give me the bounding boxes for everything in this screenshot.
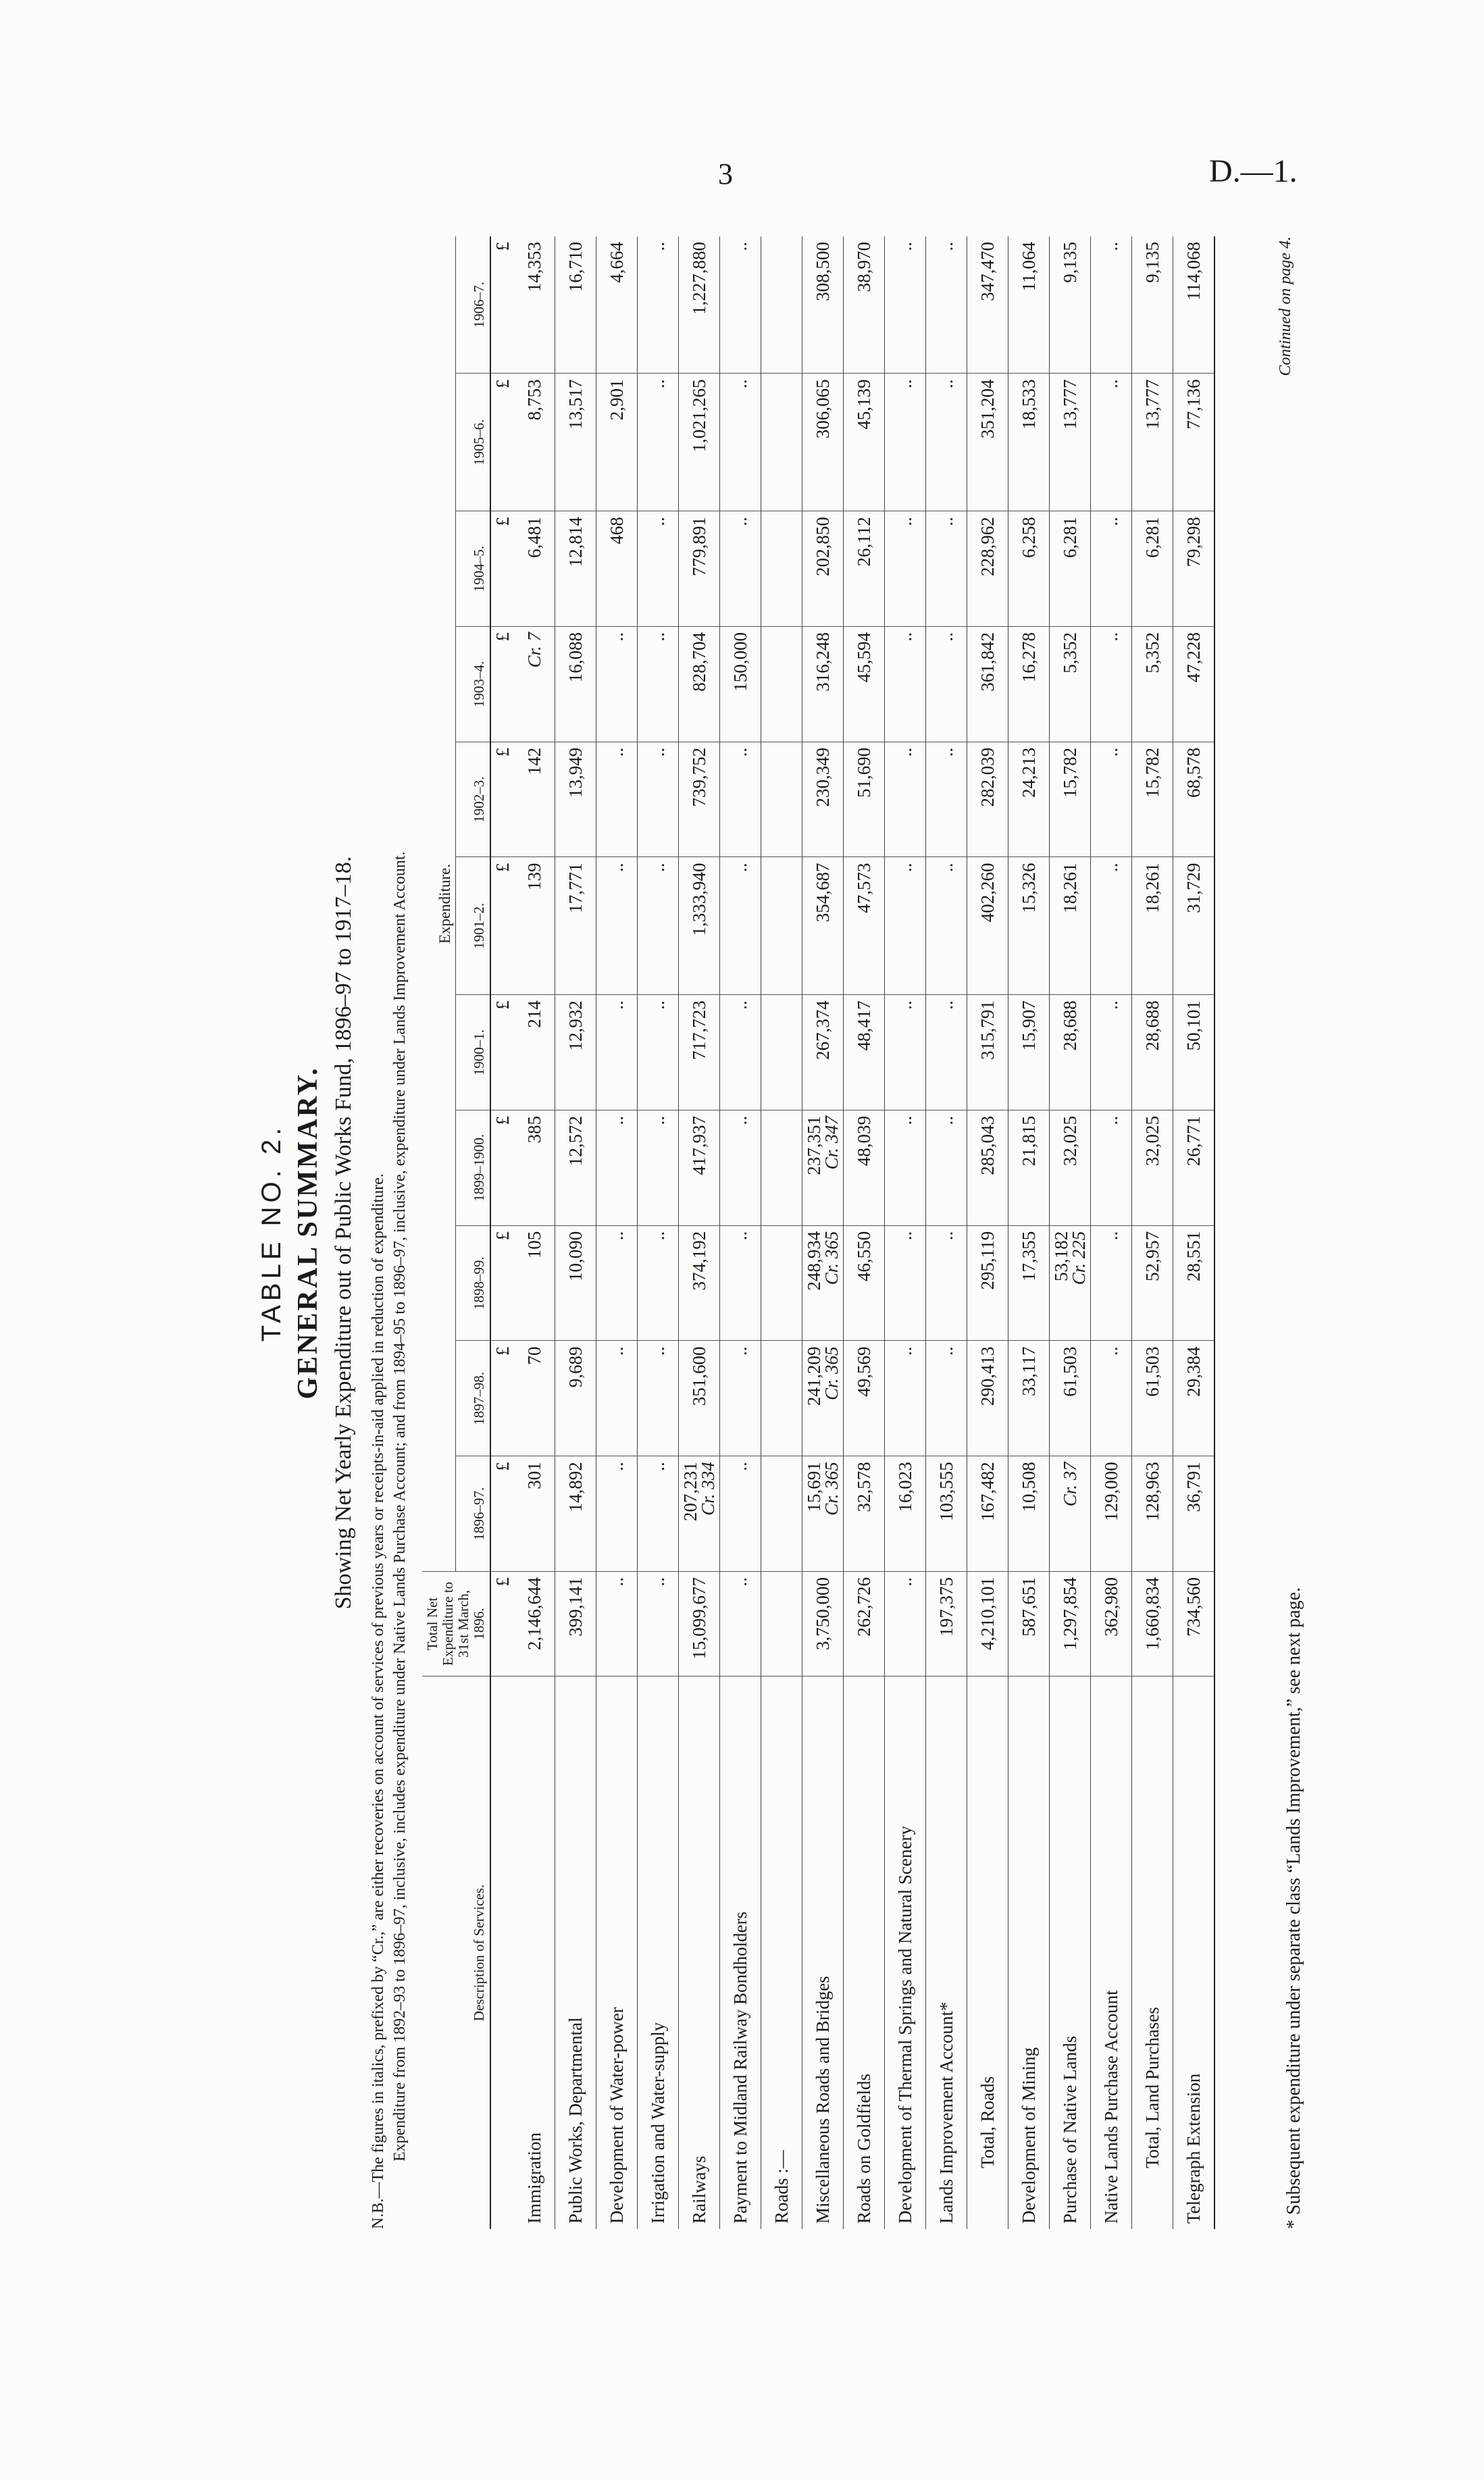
- empty-cell: [761, 374, 802, 511]
- value-cell: ..: [638, 995, 679, 1110]
- table-row: [720, 236, 761, 2229]
- value-cell: 142: [514, 742, 555, 857]
- value-cell: 228,962: [967, 511, 1008, 627]
- value-cell: 32,578: [844, 1456, 885, 1572]
- value-cell: 31,729: [1173, 857, 1215, 995]
- row-total: ..: [885, 1572, 926, 1677]
- value-cell: 12,572: [555, 1110, 596, 1226]
- value-cell: ..: [926, 1225, 967, 1341]
- value-cell: ..: [596, 1225, 638, 1341]
- value-cell: 828,704: [679, 627, 720, 742]
- value-cell: ..: [638, 1341, 679, 1456]
- value-cell: 18,261: [1132, 857, 1173, 995]
- value-cell: ..: [885, 236, 926, 374]
- table-row: [1008, 236, 1050, 2229]
- value-cell: 24,213: [1008, 742, 1050, 857]
- value-cell: 129,000: [1091, 1456, 1132, 1572]
- value-cell: 739,752: [679, 742, 720, 857]
- table-row: [679, 236, 720, 2229]
- empty-cell: [761, 236, 802, 374]
- value-cell: 16,088: [555, 627, 596, 742]
- year-header: 1900–1.: [456, 995, 490, 1110]
- row-total: 587,651: [1008, 1572, 1050, 1677]
- value-cell: 230,349: [802, 742, 844, 857]
- row-total: 262,726: [844, 1572, 885, 1677]
- value-cell: ..: [1091, 857, 1132, 995]
- value-cell: 150,000: [720, 627, 761, 742]
- value-cell: 717,723: [679, 995, 720, 1110]
- value-cell: ..: [638, 511, 679, 627]
- year-header: 1897–98.: [456, 1341, 490, 1456]
- currency-symbol: £: [490, 1572, 514, 1677]
- value-cell: 15,907: [1008, 995, 1050, 1110]
- value-cell: ..: [926, 627, 967, 742]
- row-total: 15,099,677: [679, 1572, 720, 1677]
- value-cell: 9,135: [1050, 236, 1091, 374]
- value-cell: 33,117: [1008, 1341, 1050, 1456]
- value-cell: ..: [596, 742, 638, 857]
- table-row: [1173, 236, 1215, 2229]
- value-cell: ..: [1091, 995, 1132, 1110]
- table-row: [1050, 236, 1091, 2229]
- value-cell: 61,503: [1132, 1341, 1173, 1456]
- table-row: [844, 236, 885, 2229]
- row-total: 399,141: [555, 1572, 596, 1677]
- value-cell: 167,482: [967, 1456, 1008, 1572]
- row-total: 3,750,000: [802, 1572, 844, 1677]
- value-cell: ..: [638, 742, 679, 857]
- value-cell: ..: [1091, 1110, 1132, 1226]
- value-cell: ..: [926, 1110, 967, 1226]
- value-cell: 50,101: [1173, 995, 1215, 1110]
- row-total: 362,980: [1091, 1572, 1132, 1677]
- value-line: Cr. 334: [698, 1462, 718, 1516]
- row-label: Roads :—: [761, 1677, 802, 2230]
- row-total: ..: [720, 1572, 761, 1677]
- year-header: 1896–97.: [456, 1456, 490, 1572]
- value-cell: ..: [638, 1225, 679, 1341]
- value-cell: 5,352: [1050, 627, 1091, 742]
- value-cell: 46,550: [844, 1225, 885, 1341]
- value-cell: 79,298: [1173, 511, 1215, 627]
- value-cell: 28,551: [1173, 1225, 1215, 1341]
- value-cell: ..: [926, 374, 967, 511]
- value-cell: Cr. 37: [1050, 1456, 1091, 1572]
- value-cell: 9,135: [1132, 236, 1173, 374]
- currency-symbol: £: [490, 995, 514, 1110]
- value-cell: ..: [638, 236, 679, 374]
- value-cell: 114,068: [1173, 236, 1215, 374]
- value-cell: 13,949: [555, 742, 596, 857]
- value-cell: 12,932: [555, 995, 596, 1110]
- value-cell: ..: [720, 511, 761, 627]
- value-cell: ..: [638, 857, 679, 995]
- value-cell: Cr. 7: [514, 627, 555, 742]
- value-cell: ..: [926, 742, 967, 857]
- value-cell: 13,517: [555, 374, 596, 511]
- value-cell: 18,261: [1050, 857, 1091, 995]
- row-label: Miscellaneous Roads and Bridges: [802, 1677, 844, 2230]
- value-cell: 6,481: [514, 511, 555, 627]
- table-row: [555, 236, 596, 2229]
- value-cell: 103,555: [926, 1456, 967, 1572]
- value-cell: 32,025: [1132, 1110, 1173, 1226]
- value-cell: 779,891: [679, 511, 720, 627]
- year-header: 1899–1900.: [456, 1110, 490, 1226]
- row-label: Development of Mining: [1008, 1677, 1050, 2230]
- value-cell: 52,957: [1132, 1225, 1173, 1341]
- row-total: 1,297,854: [1050, 1572, 1091, 1677]
- value-cell: 15,782: [1132, 742, 1173, 857]
- table-row: [514, 236, 555, 2229]
- table-row: [802, 236, 844, 2229]
- value-cell: 1,021,265: [679, 374, 720, 511]
- footnote: * Subsequent expenditure under separate class “Lands Improvement,” see next page.: [1283, 1587, 1304, 2229]
- row-total: ..: [638, 1572, 679, 1677]
- value-cell: 10,508: [1008, 1456, 1050, 1572]
- value-cell: 282,039: [967, 742, 1008, 857]
- value-line: 207,231: [680, 1462, 700, 1521]
- value-cell: 374,192: [679, 1225, 720, 1341]
- value-cell: 316,248: [802, 627, 844, 742]
- row-total: [761, 1572, 802, 1677]
- value-cell: 15,782: [1050, 742, 1091, 857]
- value-line: Cr. 365: [821, 1346, 842, 1401]
- row-total: ..: [596, 1572, 638, 1677]
- year-header: 1905–6.: [456, 374, 490, 511]
- year-header: 1904–5.: [456, 511, 490, 627]
- value-cell: ..: [720, 1456, 761, 1572]
- row-total: 1,660,834: [1132, 1572, 1173, 1677]
- value-cell: 61,503: [1050, 1341, 1091, 1456]
- row-total: 4,210,101: [967, 1572, 1008, 1677]
- row-total: 197,375: [926, 1572, 967, 1677]
- value-cell: [802, 1225, 844, 1341]
- empty-cell: [761, 1456, 802, 1572]
- empty-cell: [761, 742, 802, 857]
- value-cell: ..: [1091, 374, 1132, 511]
- table-subtitle: Showing Net Yearly Expenditure out of Public Works Fund, 1896–97 to 1917–18.: [331, 856, 356, 1610]
- value-cell: 68,578: [1173, 742, 1215, 857]
- value-cell: 47,573: [844, 857, 885, 995]
- value-cell: ..: [885, 742, 926, 857]
- value-cell: 47,228: [1173, 627, 1215, 742]
- value-cell: 308,500: [802, 236, 844, 374]
- value-cell: ..: [926, 1341, 967, 1456]
- value-cell: 347,470: [967, 236, 1008, 374]
- value-cell: 48,417: [844, 995, 885, 1110]
- value-cell: 45,139: [844, 374, 885, 511]
- row-label: Immigration: [514, 1677, 555, 2230]
- value-cell: 77,136: [1173, 374, 1215, 511]
- value-cell: ..: [1091, 511, 1132, 627]
- value-cell: 70: [514, 1341, 555, 1456]
- value-cell: ..: [926, 236, 967, 374]
- value-cell: 295,119: [967, 1225, 1008, 1341]
- table-row: [596, 236, 638, 2229]
- value-cell: ..: [1091, 236, 1132, 374]
- value-cell: 301: [514, 1456, 555, 1572]
- note-line-1: N.B.—The figures in italics, prefixed by “Cr.,” are either recoveries on account of services of previous years or receipts-in-aid applied in reduction of expenditure.: [369, 1173, 387, 2229]
- value-cell: ..: [596, 1456, 638, 1572]
- value-cell: 51,690: [844, 742, 885, 857]
- currency-symbol: £: [490, 1225, 514, 1341]
- row-label: Purchase of Native Lands: [1050, 1677, 1091, 2230]
- value-cell: ..: [596, 1341, 638, 1456]
- row-label: Development of Water-power: [596, 1677, 638, 2230]
- value-cell: 16,023: [885, 1456, 926, 1572]
- value-cell: ..: [638, 374, 679, 511]
- value-cell: 16,278: [1008, 627, 1050, 742]
- value-cell: 28,688: [1050, 995, 1091, 1110]
- header-total: Total Net Expenditure to 31st March, 1896.: [422, 1572, 490, 1677]
- empty-cell: [761, 1110, 802, 1226]
- value-cell: ..: [926, 511, 967, 627]
- value-cell: 38,970: [844, 236, 885, 374]
- table-body: [490, 236, 1214, 2229]
- value-cell: 128,963: [1132, 1456, 1173, 1572]
- row-label: Native Lands Purchase Account: [1091, 1677, 1132, 2230]
- row-label: Total, Land Purchases: [1132, 1677, 1173, 2230]
- currency-row: [490, 236, 514, 2229]
- value-cell: 28,688: [1132, 995, 1173, 1110]
- value-line: 15,691: [804, 1462, 824, 1512]
- value-cell: 8,753: [514, 374, 555, 511]
- value-cell: ..: [720, 1110, 761, 1226]
- value-cell: 354,687: [802, 857, 844, 995]
- value-cell: ..: [596, 857, 638, 995]
- row-label: Roads on Goldfields: [844, 1677, 885, 2230]
- value-cell: 351,600: [679, 1341, 720, 1456]
- value-line: 241,209: [804, 1346, 824, 1406]
- value-line: 248,934: [804, 1231, 824, 1291]
- total-row: [1132, 236, 1173, 2229]
- empty-cell: [761, 511, 802, 627]
- value-cell: ..: [885, 511, 926, 627]
- value-cell: 21,815: [1008, 1110, 1050, 1226]
- table-row: [1091, 236, 1132, 2229]
- value-cell: 15,326: [1008, 857, 1050, 995]
- value-cell: [679, 1456, 720, 1572]
- rotated-table-page: [257, 236, 1337, 2229]
- expenditure-table: [422, 236, 1215, 2229]
- value-cell: ..: [885, 1110, 926, 1226]
- value-cell: 14,892: [555, 1456, 596, 1572]
- currency-symbol: £: [490, 627, 514, 742]
- value-cell: ..: [720, 236, 761, 374]
- value-cell: ..: [720, 374, 761, 511]
- value-cell: [802, 1110, 844, 1226]
- value-cell: 267,374: [802, 995, 844, 1110]
- value-cell: 385: [514, 1110, 555, 1226]
- value-cell: ..: [885, 627, 926, 742]
- table-row: [638, 236, 679, 2229]
- value-cell: 14,353: [514, 236, 555, 374]
- value-cell: 139: [514, 857, 555, 995]
- year-header: 1903–4.: [456, 627, 490, 742]
- currency-symbol: £: [490, 1456, 514, 1572]
- year-header: 1901–2.: [456, 857, 490, 995]
- currency-symbol: £: [490, 857, 514, 995]
- value-cell: 26,771: [1173, 1110, 1215, 1226]
- value-cell: 49,569: [844, 1341, 885, 1456]
- value-cell: ..: [720, 1225, 761, 1341]
- value-cell: 202,850: [802, 511, 844, 627]
- value-cell: 32,025: [1050, 1110, 1091, 1226]
- table-row: [926, 236, 967, 2229]
- value-cell: 5,352: [1132, 627, 1173, 742]
- value-cell: 4,664: [596, 236, 638, 374]
- value-line: Cr. 365: [821, 1462, 842, 1516]
- value-cell: 29,384: [1173, 1341, 1215, 1456]
- value-cell: 11,064: [1008, 236, 1050, 374]
- value-cell: 12,814: [555, 511, 596, 627]
- value-cell: 18,533: [1008, 374, 1050, 511]
- page-number: 3: [718, 157, 733, 190]
- empty-cell: [761, 1341, 802, 1456]
- value-cell: ..: [926, 995, 967, 1110]
- value-cell: 2,901: [596, 374, 638, 511]
- value-cell: ..: [885, 374, 926, 511]
- value-cell: ..: [720, 1341, 761, 1456]
- note-line-2: Expenditure from 1892–93 to 1896–97, inclusive, includes expenditure under Native Lands Purchase Account; and from 1894–95 to 1896–97, inclusive, expenditure under Lands Improvement Account.: [391, 851, 409, 2162]
- value-cell: 306,065: [802, 374, 844, 511]
- value-cell: 285,043: [967, 1110, 1008, 1226]
- value-cell: ..: [720, 995, 761, 1110]
- value-cell: 6,281: [1050, 511, 1091, 627]
- value-line: Cr. 365: [821, 1231, 842, 1285]
- value-cell: ..: [596, 995, 638, 1110]
- value-cell: ..: [885, 995, 926, 1110]
- value-cell: 290,413: [967, 1341, 1008, 1456]
- value-cell: ..: [1091, 742, 1132, 857]
- table-row: [885, 236, 926, 2229]
- value-cell: [1050, 1225, 1091, 1341]
- value-line: Cr. 347: [821, 1116, 842, 1170]
- header-expenditure: Expenditure.: [422, 236, 456, 1572]
- value-cell: 105: [514, 1225, 555, 1341]
- currency-symbol: £: [490, 374, 514, 511]
- currency-symbol: £: [490, 1110, 514, 1226]
- row-label: [490, 1677, 514, 2230]
- row-total: 734,560: [1173, 1572, 1215, 1677]
- value-cell: 48,039: [844, 1110, 885, 1226]
- currency-symbol: £: [490, 236, 514, 374]
- row-label: Total, Roads: [967, 1677, 1008, 2230]
- value-cell: ..: [638, 1456, 679, 1572]
- value-cell: ..: [885, 1225, 926, 1341]
- header-description: Description of Services.: [422, 1677, 490, 2230]
- row-label: Development of Thermal Springs and Natural Scenery: [885, 1677, 926, 2230]
- empty-cell: [761, 857, 802, 995]
- value-cell: ..: [596, 1110, 638, 1226]
- currency-symbol: £: [490, 1341, 514, 1456]
- value-cell: 45,594: [844, 627, 885, 742]
- value-cell: 402,260: [967, 857, 1008, 995]
- row-label: Payment to Midland Railway Bondholders: [720, 1677, 761, 2230]
- value-line: 53,182: [1051, 1231, 1071, 1281]
- value-cell: ..: [1091, 1225, 1132, 1341]
- value-cell: 214: [514, 995, 555, 1110]
- row-total: 2,146,644: [514, 1572, 555, 1677]
- value-cell: 361,842: [967, 627, 1008, 742]
- value-cell: 6,258: [1008, 511, 1050, 627]
- value-cell: ..: [638, 1110, 679, 1226]
- value-cell: ..: [1091, 1341, 1132, 1456]
- value-cell: ..: [720, 857, 761, 995]
- year-header: 1902–3.: [456, 742, 490, 857]
- value-cell: ..: [720, 742, 761, 857]
- value-cell: 10,090: [555, 1225, 596, 1341]
- value-cell: [802, 1456, 844, 1572]
- continued-note: Continued on page 4.: [1277, 236, 1294, 376]
- value-cell: 17,355: [1008, 1225, 1050, 1341]
- value-cell: 1,227,880: [679, 236, 720, 374]
- row-label: Public Works, Departmental: [555, 1677, 596, 2230]
- currency-symbol: £: [490, 511, 514, 627]
- roads-heading-row: [761, 236, 802, 2229]
- value-cell: [802, 1341, 844, 1456]
- value-cell: 9,689: [555, 1341, 596, 1456]
- row-label: Lands Improvement Account*: [926, 1677, 967, 2230]
- row-label: Telegraph Extension: [1173, 1677, 1215, 2230]
- row-label: Irrigation and Water-supply: [638, 1677, 679, 2230]
- value-cell: 13,777: [1132, 374, 1173, 511]
- value-cell: 17,771: [555, 857, 596, 995]
- value-cell: 468: [596, 511, 638, 627]
- year-header: 1898–99.: [456, 1225, 490, 1341]
- value-cell: 351,204: [967, 374, 1008, 511]
- value-cell: ..: [638, 627, 679, 742]
- value-cell: ..: [596, 627, 638, 742]
- value-cell: 6,281: [1132, 511, 1173, 627]
- document-code: D.—1.: [1209, 153, 1298, 189]
- value-cell: 13,777: [1050, 374, 1091, 511]
- currency-symbol: £: [490, 742, 514, 857]
- row-label: Railways: [679, 1677, 720, 2230]
- empty-cell: [761, 995, 802, 1110]
- empty-cell: [761, 1225, 802, 1341]
- value-cell: 1,333,940: [679, 857, 720, 995]
- table-title: GENERAL SUMMARY.: [292, 1066, 324, 1400]
- value-cell: ..: [926, 857, 967, 995]
- value-cell: 16,710: [555, 236, 596, 374]
- value-cell: 26,112: [844, 511, 885, 627]
- empty-cell: [761, 627, 802, 742]
- value-line: 237,351: [804, 1116, 824, 1175]
- total-row: [967, 236, 1008, 2229]
- value-cell: 36,791: [1173, 1456, 1215, 1572]
- value-line: Cr. 225: [1069, 1231, 1089, 1285]
- value-cell: 315,791: [967, 995, 1008, 1110]
- year-header: 1906–7.: [456, 236, 490, 374]
- value-cell: ..: [885, 857, 926, 995]
- value-cell: 417,937: [679, 1110, 720, 1226]
- table-number: TABLE NO. 2.: [257, 1123, 286, 1342]
- value-cell: ..: [885, 1341, 926, 1456]
- value-cell: ..: [1091, 627, 1132, 742]
